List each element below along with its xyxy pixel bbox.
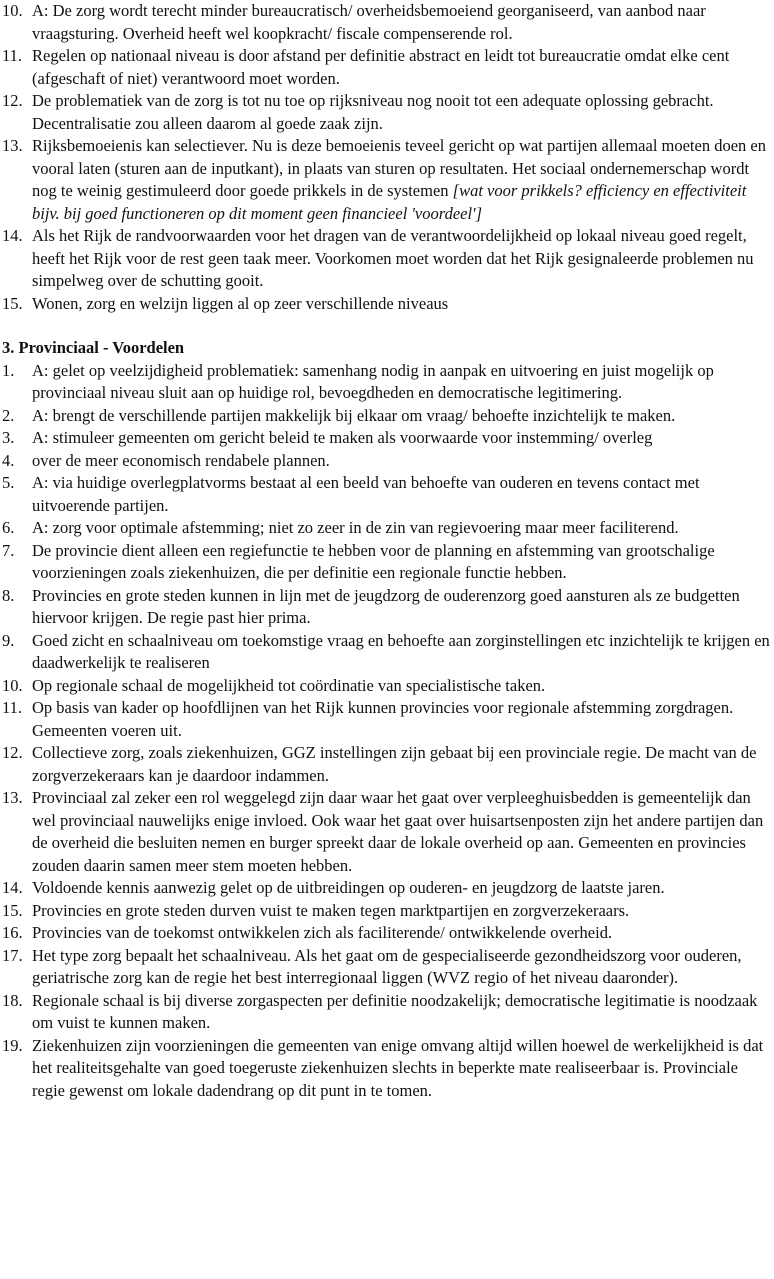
item-number: 13. <box>2 788 23 807</box>
item-number: 17. <box>2 945 23 965</box>
list-item <box>2 45 770 90</box>
item-text: A: brengt de verschillende partijen makkelijk bij elkaar om vraag/ behoefte inzichtelijk te maken. <box>32 405 676 425</box>
item-number: 10. <box>2 675 23 695</box>
section-heading: 3. Provinciaal - Voordelen <box>2 338 185 357</box>
item-text: A: via huidige overlegplatvorms bestaat al een beeld van behoefte van ouderen en tevens contact met uitvoerende partijen. <box>32 473 700 515</box>
item-number: 3. <box>2 428 15 447</box>
list-item <box>2 360 770 405</box>
item-number: 12. <box>2 743 23 762</box>
list-item <box>2 472 770 517</box>
item-annotation: [wat voor prikkels? efficiency en effectiviteit bijv. bij goed functioneren op dit moment geen financieel 'voordeel'] <box>32 181 747 223</box>
item-number: 11. <box>2 46 23 65</box>
item-number: 11. <box>2 698 23 717</box>
item-number: 12. <box>2 91 23 110</box>
list-item <box>2 540 770 585</box>
item-number: 15. <box>2 900 23 920</box>
item-number: 1. <box>2 360 15 380</box>
item-number: 14. <box>2 878 23 897</box>
list-item <box>2 1035 770 1103</box>
item-text: Regelen op nationaal niveau is door afstand per definitie abstract en leidt tot bureaucratie omdat elke cent (afgeschaft of niet) verantwoord moet worden. <box>32 46 730 88</box>
list-item <box>2 742 770 787</box>
item-number: 6. <box>2 518 15 537</box>
item-text: Goed zicht en schaalniveau om toekomstige vraag en behoefte aan zorginstellingen etc inzichtelijk te krijgen en daadwerkelijk te realiseren <box>32 630 770 672</box>
list-item <box>2 922 770 945</box>
item-number: 19. <box>2 1035 23 1055</box>
list-item <box>2 990 770 1035</box>
list-item <box>2 877 770 900</box>
item-number: 10. <box>2 1 23 20</box>
list-item <box>2 787 770 877</box>
item-number: 5. <box>2 473 15 492</box>
list-top <box>2 0 770 315</box>
item-text: Regionale schaal is bij diverse zorgaspecten per definitie noodzakelijk; democratische legitimatie is noodzaak om vuist te kunnen maken. <box>32 990 758 1032</box>
item-text: Wonen, zorg en welzijn liggen al op zeer verschillende niveaus <box>32 293 449 313</box>
item-number: 9. <box>2 630 15 650</box>
item-text: Als het Rijk de randvoorwaarden voor het dragen van de verantwoordelijkheid op lokaal niveau goed regelt, heeft het Rijk voor de rest geen taak meer. Voorkomen moet worden dat het Rijk gesignaleerde problemen nu simpelweg over de schutting gooit. <box>32 226 754 290</box>
item-number: 2. <box>2 405 15 425</box>
list-item <box>2 90 770 135</box>
item-text: A: gelet op veelzijdigheid problematiek: samenhang nodig in aanpak en uitvoering en juist mogelijk op provinciaal niveau sluit aan op huidige rol, bevoegdheden en democratische legitimering. <box>32 360 714 402</box>
item-text: A: De zorg wordt terecht minder bureaucratisch/ overheidsbemoeiend georganiseerd, van aanbod naar vraagsturing. Overheid heeft wel koopkracht/ fiscale compenserende rol. <box>32 1 706 43</box>
item-number: 18. <box>2 990 23 1010</box>
list-item <box>2 945 770 990</box>
list-item <box>2 697 770 742</box>
list-item <box>2 450 770 473</box>
item-number: 7. <box>2 540 15 560</box>
item-text: De problematiek van de zorg is tot nu toe op rijksniveau nog nooit tot een adequate oplossing gebracht. Decentralisatie zou alleen daarom al goede zaak zijn. <box>32 91 714 133</box>
list-item <box>2 225 770 293</box>
item-text: over de meer economisch rendabele plannen. <box>32 450 330 470</box>
item-number: 4. <box>2 450 15 470</box>
item-text: Rijksbemoeienis kan selectiever. Nu is deze bemoeienis teveel gericht op wat partijen allemaal moeten doen en vooral laten (sturen aan de inputkant), in plaats van sturen op resultaten. Het sociaal ondernemerschap wordt nog te weinig gestimuleerd door goede prikkels in de systemen [wat voor prikkels? efficiency en effectiviteit bijv. bij goed functioneren op dit moment geen financieel 'voordeel'] <box>32 136 766 223</box>
item-text: A: stimuleer gemeenten om gericht beleid te maken als voorwaarde voor instemming/ overleg <box>32 428 653 447</box>
item-text: Op basis van kader op hoofdlijnen van het Rijk kunnen provincies voor regionale afstemming zorgdragen. Gemeenten voeren uit. <box>32 698 734 740</box>
item-number: 13. <box>2 136 23 155</box>
item-text: Collectieve zorg, zoals ziekenhuizen, GGZ instellingen zijn gebaat bij een provinciale regie. De macht van de zorgverzekeraars kan je daardoor indammen. <box>32 743 757 785</box>
item-text: Provinciaal zal zeker een rol weggelegd zijn daar waar het gaat over verpleeghuisbedden is gemeentelijk dan wel provinciaal nauwelijks enige invloed. Ook waar het gaat over huisartsenposten zijn het andere partijen dan de overheid die besluiten nemen en burger spreekt daar de lokale overheid op aan. Gemeenten en provincies zouden daarin samen meer stem moeten hebben. <box>32 788 764 875</box>
item-number: 14. <box>2 226 23 245</box>
item-text: Ziekenhuizen zijn voorzieningen die gemeenten van enige omvang altijd willen hoewel de werkelijkheid is dat het realiteitsgehalte van goed toegeruste ziekenhuizen slechts in beperkte mate realiseerbaar is. Provinciale regie gewenst om lokale dadendrang op dit punt in te tomen. <box>32 1035 764 1100</box>
item-number: 8. <box>2 585 15 605</box>
list-item <box>2 900 770 923</box>
item-number: 16. <box>2 923 23 942</box>
list-item <box>2 427 770 450</box>
list-item <box>2 0 770 45</box>
item-text: Provincies van de toekomst ontwikkelen zich als faciliterende/ ontwikkelende overheid. <box>32 923 613 942</box>
item-number: 15. <box>2 293 23 313</box>
list-item <box>2 293 770 316</box>
list-item <box>2 585 770 630</box>
list-item <box>2 517 770 540</box>
item-text: A: zorg voor optimale afstemming; niet zo zeer in de zin van regievoering maar meer faciliterend. <box>32 518 679 537</box>
list-item <box>2 630 770 675</box>
item-text: Provincies en grote steden kunnen in lijn met de jeugdzorg de ouderenzorg goed aansturen als ze budgetten hiervoor krijgen. De regie past hier prima. <box>32 585 740 627</box>
list-item <box>2 135 770 225</box>
item-text: Voldoende kennis aanwezig gelet op de uitbreidingen op ouderen- en jeugdzorg de laatste jaren. <box>32 878 665 897</box>
list-item <box>2 405 770 428</box>
item-text: Op regionale schaal de mogelijkheid tot coördinatie van specialistische taken. <box>32 675 546 695</box>
list-item <box>2 675 770 698</box>
item-text: Het type zorg bepaalt het schaalniveau. Als het gaat om de gespecialiseerde gezondheidszorg voor ouderen, geriatrische zorg kan de regie het best interregionaal liggen (WVZ regio of het niveau daaronder). <box>32 945 742 987</box>
item-text: Provincies en grote steden durven vuist te maken tegen marktpartijen en zorgverzekeraars. <box>32 900 630 920</box>
item-text: De provincie dient alleen een regiefunctie te hebben voor de planning en afstemming van grootschalige voorzieningen zoals ziekenhuizen, die per definitie een regionale functie hebben. <box>32 540 715 582</box>
list-provinciaal <box>2 360 770 1103</box>
